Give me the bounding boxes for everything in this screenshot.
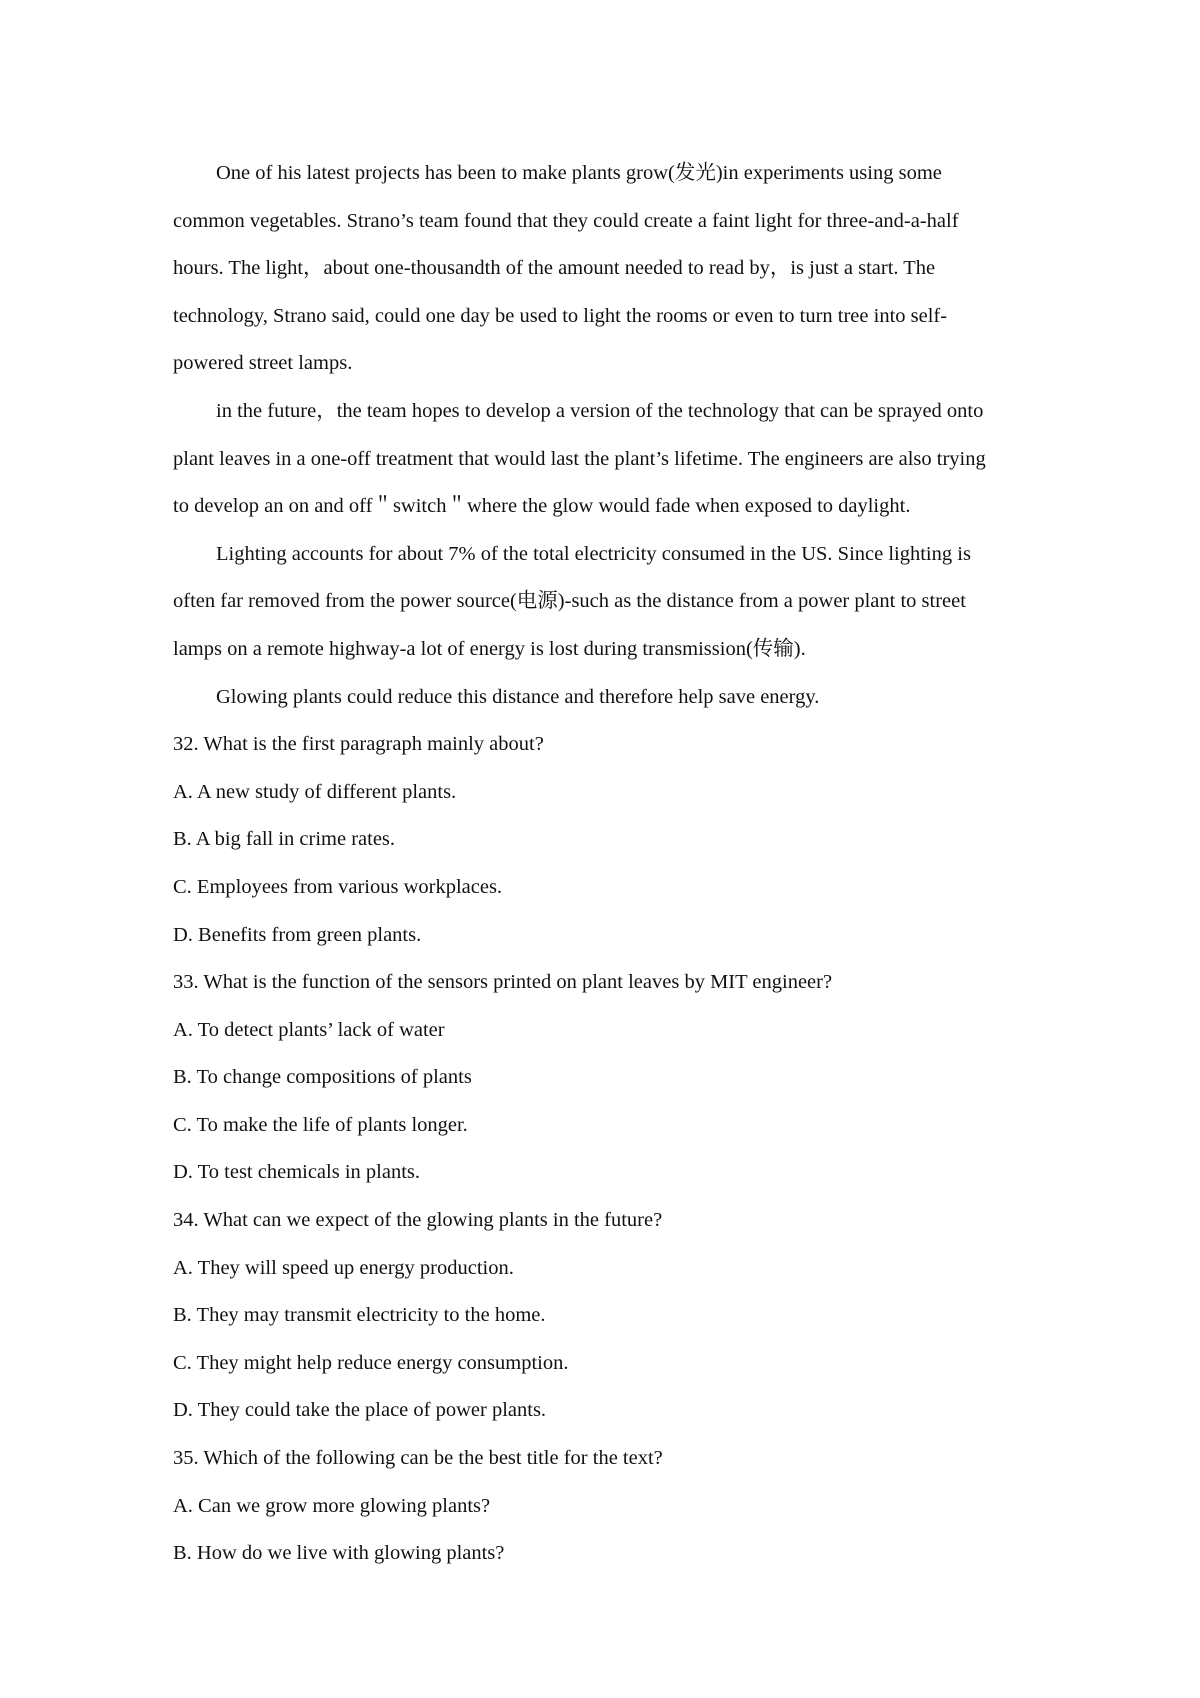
answer-option: B. A big fall in crime rates. — [173, 828, 396, 851]
question-stem: 32. What is the first paragraph mainly about? — [173, 733, 544, 756]
question-34 — [173, 1197, 1033, 1435]
answer-option: A. Can we grow more glowing plants? — [173, 1494, 491, 1517]
paragraph-line: hours. The light，about one-thousandth of the amount needed to read by，is just a start. The — [173, 257, 936, 280]
answer-option: B. How do we live with glowing plants? — [173, 1542, 505, 1565]
question-32 — [173, 721, 1033, 959]
answer-option: C. Employees from various workplaces. — [173, 875, 503, 898]
question-stem: 34. What can we expect of the glowing plants in the future? — [173, 1209, 663, 1232]
question-stem: 33. What is the function of the sensors printed on plant leaves by MIT engineer? — [173, 971, 833, 994]
paragraph-line: in the future，the team hopes to develop a version of the technology that can be sprayed onto — [216, 399, 984, 422]
paragraph-line: common vegetables. Strano’s team found that they could create a faint light for three-and-a-half — [173, 209, 959, 232]
answer-option: A. To detect plants’ lack of water — [173, 1018, 445, 1041]
answer-option: D. To test chemicals in plants. — [173, 1161, 420, 1184]
answer-option: D. They could take the place of power plants. — [173, 1399, 547, 1422]
question-stem: 35. Which of the following can be the best title for the text? — [173, 1447, 663, 1470]
answer-option: C. To make the life of plants longer. — [173, 1113, 468, 1136]
paragraph-line: powered street lamps. — [173, 352, 353, 375]
question-35 — [173, 1435, 1033, 1578]
paragraph-line: lamps on a remote highway-a lot of energy is lost during transmission(传输). — [173, 637, 806, 660]
answer-option: B. They may transmit electricity to the home. — [173, 1304, 546, 1327]
paragraph-line: technology, Strano said, could one day be used to light the rooms or even to turn tree into self- — [173, 304, 948, 327]
paragraph-line: plant leaves in a one-off treatment that would last the plant’s lifetime. The engineers are also trying — [173, 447, 986, 470]
document-body — [173, 150, 1033, 1578]
paragraph-line: One of his latest projects has been to make plants grow(发光)in experiments using some — [216, 162, 942, 184]
answer-option: A. A new study of different plants. — [173, 780, 457, 803]
answer-option: C. They might help reduce energy consumption. — [173, 1351, 569, 1374]
question-33 — [173, 959, 1033, 1197]
paragraph-line: often far removed from the power source(电源)-such as the distance from a power plant to street — [173, 590, 966, 613]
answer-option: D. Benefits from green plants. — [173, 923, 422, 946]
paragraph-line: Lighting accounts for about 7% of the total electricity consumed in the US. Since lighting is — [216, 542, 971, 565]
answer-option: B. To change compositions of plants — [173, 1066, 472, 1089]
answer-option: A. They will speed up energy production. — [173, 1256, 514, 1279]
passage — [173, 150, 1033, 721]
paragraph-line: to develop an on and off＂switch＂where the glow would fade when exposed to daylight. — [173, 495, 911, 518]
paragraph-line: Glowing plants could reduce this distance and therefore help save energy. — [216, 685, 820, 708]
